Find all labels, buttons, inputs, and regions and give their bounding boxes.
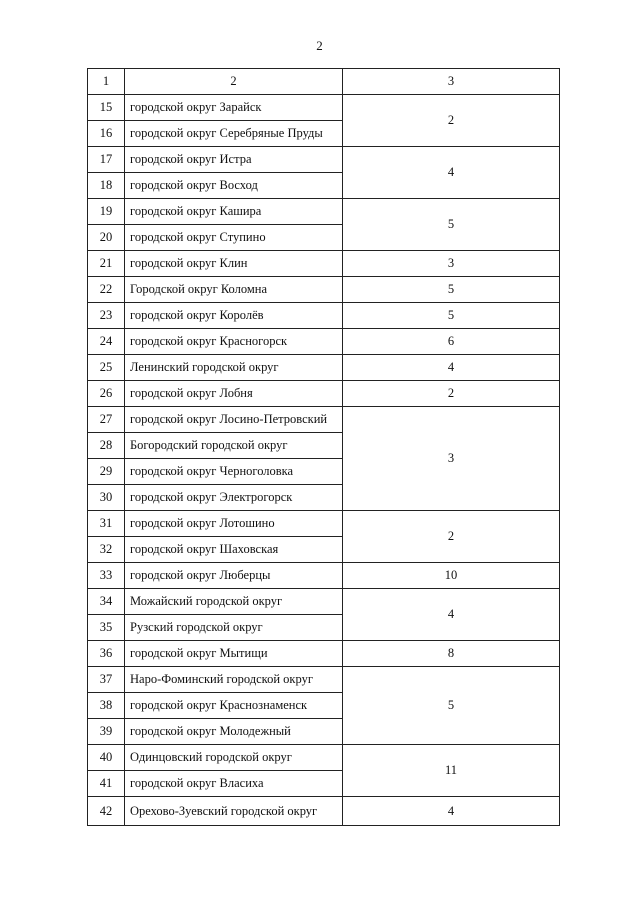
district-name: Можайский городской округ	[125, 589, 343, 615]
row-number: 40	[88, 745, 125, 771]
district-name: Богородский городской округ	[125, 433, 343, 459]
table-row	[88, 381, 560, 407]
quota-value: 4	[343, 147, 560, 199]
district-name: Орехово-Зуевский городской округ	[125, 797, 343, 826]
district-name: городской округ Красногорск	[125, 329, 343, 355]
row-number: 33	[88, 563, 125, 589]
district-name: городской округ Кашира	[125, 199, 343, 225]
row-number: 16	[88, 121, 125, 147]
header-col-3: 3	[343, 69, 560, 95]
district-name: городской округ Власиха	[125, 771, 343, 797]
header-col-2: 2	[125, 69, 343, 95]
table-row	[88, 745, 560, 771]
row-number: 22	[88, 277, 125, 303]
page-number: 2	[316, 38, 323, 53]
district-name: городской округ Мытищи	[125, 641, 343, 667]
row-number: 34	[88, 589, 125, 615]
table-row	[88, 511, 560, 537]
district-name: Одинцовский городской округ	[125, 745, 343, 771]
row-number: 20	[88, 225, 125, 251]
quota-value: 5	[343, 303, 560, 329]
row-number: 38	[88, 693, 125, 719]
row-number: 17	[88, 147, 125, 173]
row-number: 26	[88, 381, 125, 407]
quota-value: 2	[343, 95, 560, 147]
quota-value: 4	[343, 355, 560, 381]
district-name: городской округ Черноголовка	[125, 459, 343, 485]
table-row	[88, 199, 560, 225]
quota-value: 2	[343, 511, 560, 563]
quota-value: 10	[343, 563, 560, 589]
district-name: городской округ Восход	[125, 173, 343, 199]
table-row	[88, 251, 560, 277]
row-number: 39	[88, 719, 125, 745]
table-row	[88, 563, 560, 589]
district-name: Рузский городской округ	[125, 615, 343, 641]
row-number: 15	[88, 95, 125, 121]
district-name: городской округ Лобня	[125, 381, 343, 407]
table-row	[88, 303, 560, 329]
quota-value: 6	[343, 329, 560, 355]
quota-value: 8	[343, 641, 560, 667]
district-name: городской округ Краснознаменск	[125, 693, 343, 719]
table-row	[88, 95, 560, 121]
row-number: 19	[88, 199, 125, 225]
district-name: Ленинский городской округ	[125, 355, 343, 381]
quota-value: 11	[343, 745, 560, 797]
district-name: городской округ Истра	[125, 147, 343, 173]
table-row	[88, 641, 560, 667]
table-row	[88, 147, 560, 173]
district-name: городской округ Электрогорск	[125, 485, 343, 511]
row-number: 27	[88, 407, 125, 433]
table-header-row	[88, 69, 560, 95]
row-number: 31	[88, 511, 125, 537]
row-number: 35	[88, 615, 125, 641]
district-name: городской округ Серебряные Пруды	[125, 121, 343, 147]
row-number: 21	[88, 251, 125, 277]
row-number: 28	[88, 433, 125, 459]
row-number: 24	[88, 329, 125, 355]
row-number: 36	[88, 641, 125, 667]
table-row	[88, 797, 560, 826]
district-name: городской округ Шаховская	[125, 537, 343, 563]
district-name: городской округ Лосино-Петровский	[125, 407, 343, 433]
quota-value: 5	[343, 667, 560, 745]
quota-value: 5	[343, 199, 560, 251]
row-number: 18	[88, 173, 125, 199]
row-number: 41	[88, 771, 125, 797]
row-number: 30	[88, 485, 125, 511]
district-name: городской округ Молодежный	[125, 719, 343, 745]
row-number: 32	[88, 537, 125, 563]
table-row	[88, 407, 560, 433]
district-name: Городской округ Коломна	[125, 277, 343, 303]
district-name: городской округ Клин	[125, 251, 343, 277]
row-number: 23	[88, 303, 125, 329]
quota-value: 3	[343, 407, 560, 511]
row-number: 29	[88, 459, 125, 485]
table-row	[88, 277, 560, 303]
table-row	[88, 589, 560, 615]
district-name: городской округ Лотошино	[125, 511, 343, 537]
district-name: Наро-Фоминский городской округ	[125, 667, 343, 693]
quota-value: 5	[343, 277, 560, 303]
table-row	[88, 667, 560, 693]
district-name: городской округ Королёв	[125, 303, 343, 329]
header-col-1: 1	[88, 69, 125, 95]
row-number: 37	[88, 667, 125, 693]
district-table	[87, 68, 560, 826]
row-number: 25	[88, 355, 125, 381]
quota-value: 2	[343, 381, 560, 407]
district-name: городской округ Ступино	[125, 225, 343, 251]
table-row	[88, 355, 560, 381]
district-name: городской округ Люберцы	[125, 563, 343, 589]
quota-value: 4	[343, 797, 560, 826]
row-number: 42	[88, 797, 125, 826]
quota-value: 4	[343, 589, 560, 641]
district-name: городской округ Зарайск	[125, 95, 343, 121]
table-row	[88, 329, 560, 355]
quota-value: 3	[343, 251, 560, 277]
